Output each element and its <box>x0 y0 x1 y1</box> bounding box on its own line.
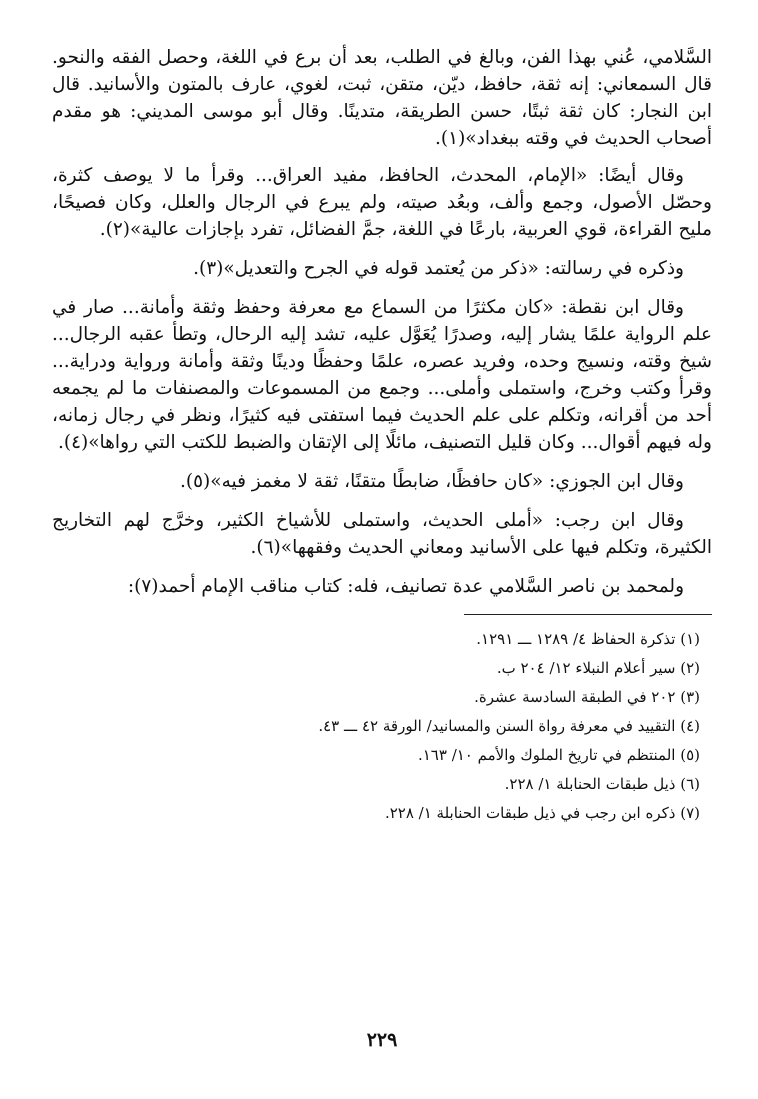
footnotes-list <box>52 629 712 824</box>
body-paragraph-4: وقال ابن نقطة: «كان مكثرًا من السماع مع معرفة وحفظ وثقة وأمانة... صار في علم الرواية علمًا يشار إليه، وصدرًا يُعَوَّل عليه، تشد إليه الرحال، وتطأ عقبه الرجال... شيخ وقته، ونسيج وحده، وفريد عصره، علمًا وحفظًا ودينًا وثقة وأمانة ورواية ودراية... وقرأ وكتب وخرج، واستملى وأملى... وجمع من المسموعات والمصنفات ما لم يجمعه أحد من أقرانه، وتكلم على علم الحديث فيما استفتى فيه كثيرًا، ونظر في رجال زمانه، وله فيهم أقوال... وكان قليل التصنيف، مائلًا إلى الإتقان والضبط للكتب التي رواها»(٤). <box>52 297 713 453</box>
book-page <box>52 44 712 1074</box>
footnote-3: (٣) ٢٠٢ في الطبقة السادسة عشرة. <box>474 688 700 706</box>
body-paragraph-5: وقال ابن الجوزي: «كان حافظًا، ضابطًا متقنًا، ثقة لا مغمز فيه»(٥). <box>180 471 684 492</box>
body-paragraph-7: ولمحمد بن ناصر السَّلامي عدة تصانيف، فله: كتاب مناقب الإمام أحمد(٧): <box>127 576 684 597</box>
footnote-4: (٤) التقييد في معرفة رواة السنن والمسانيد/ الورقة ٤٢ ـــ ٤٣. <box>318 717 700 735</box>
body-paragraph-3: وذكره في رسالته: «ذكر من يُعتمد قوله في الجرح والتعديل»(٣). <box>193 258 684 279</box>
body-paragraph-1: السَّلامي، عُني بهذا الفن، وبالغ في الطلب، بعد أن برع في اللغة، وحصل الفقه والنحو. قال السمعاني: إنه ثقة، حافظ، ديّن، متقن، ثبت، لغوي، عارف بالمتون والأسانيد. قال ابن النجار: كان ثقة ثبتًا، حسن الطريقة، متدينًا. وقال أبو موسى المديني: هو مقدم أصحاب الحديث في وقته ببغداد»(١). <box>52 47 712 149</box>
body-paragraph-6: وقال ابن رجب: «أملى الحديث، واستملى للأشياخ الكثير، وخرَّج لهم التخاريج الكثيرة، وتكلم فيها على الأسانيد ومعاني الحديث وفقهها»(٦). <box>52 510 712 558</box>
footnote-6: (٦) ذيل طبقات الحنابلة ١/ ٢٢٨. <box>504 775 700 793</box>
page-number: ٢٢٩ <box>366 1029 398 1051</box>
footnote-2: (٢) سير أعلام النبلاء ١٢/ ٢٠٤ ب. <box>496 659 700 677</box>
body-paragraph-2: وقال أيضًا: «الإمام، المحدث، الحافظ، مفيد العراق... وقرأ ما لا يوصف كثرة، وحصّل الأصول، وجمع وألف، وبعُد صيته، ولم يبرع في الرجال والعلل، وكان فصيحًا، مليح القراءة، قوي العربية، بارعًا في اللغة، جمَّ الفضائل، تفرد بإجازات عالية»(٢). <box>52 165 712 240</box>
footnote-7: (٧) ذكره ابن رجب في ذيل طبقات الحنابلة ١/ ٢٢٨. <box>384 804 700 822</box>
footnote-5: (٥) المنتظم في تاريخ الملوك والأمم ١٠/ ١٦٣. <box>417 746 700 764</box>
footnote-1: (١) تذكرة الحفاظ ٤/ ١٢٨٩ ـــ ١٢٩١. <box>476 630 700 648</box>
footnote-divider <box>464 614 712 615</box>
